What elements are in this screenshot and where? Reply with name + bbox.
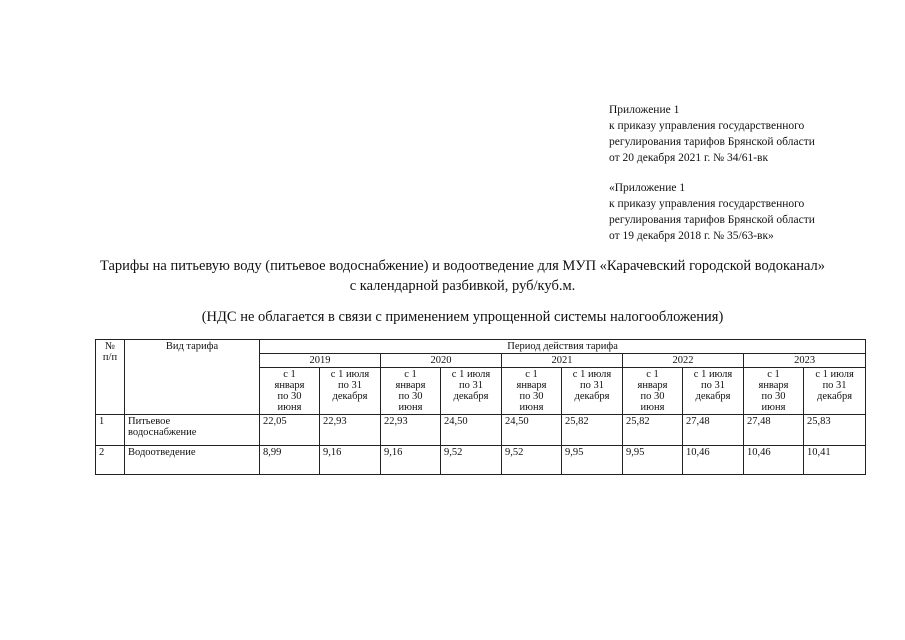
- header-line: с 1 июля: [815, 369, 854, 380]
- header-line: июня: [398, 402, 423, 413]
- tariff-value: 22,93: [320, 415, 381, 446]
- header-second-half: [441, 368, 502, 415]
- tariff-value: 9,52: [502, 446, 562, 475]
- header-first-half: [381, 368, 441, 415]
- header-year: 2020: [381, 354, 502, 368]
- header-line: по 30: [398, 391, 423, 402]
- header-second-half: [562, 368, 623, 415]
- header-year: 2019: [260, 354, 381, 368]
- appendix-line: регулирования тарифов Брянской области: [609, 214, 815, 226]
- header-line: с 1 июля: [693, 369, 733, 380]
- header-line: января: [516, 380, 547, 391]
- header-line: июня: [640, 402, 665, 413]
- document-title-line-1: Тарифы на питьевую воду (питьевое водоснабжение) и водоотведение для МУП «Карачевский городской водоканал»: [99, 258, 826, 274]
- row-name-line: Водоотведение: [128, 447, 196, 458]
- appendix-line: от 20 декабря 2021 г. № 34/61-вк: [609, 152, 769, 164]
- header-first-half: [502, 368, 562, 415]
- tariff-value: 27,48: [683, 415, 744, 446]
- header-line: с 1: [525, 369, 538, 380]
- row-number: 1: [96, 415, 125, 446]
- header-line: декабря: [574, 391, 610, 402]
- header-second-half: [804, 368, 866, 415]
- header-first-half: [744, 368, 804, 415]
- tariff-value: 24,50: [441, 415, 502, 446]
- header-line: декабря: [817, 391, 853, 402]
- header-line: января: [637, 380, 668, 391]
- header-period: Период действия тарифа: [260, 340, 866, 354]
- header-line: по 31: [338, 380, 362, 391]
- header-line: с 1 июля: [451, 369, 491, 380]
- tariff-value: 24,50: [502, 415, 562, 446]
- header-second-half: [683, 368, 744, 415]
- header-line: по 31: [822, 380, 847, 391]
- tariff-value: 8,99: [260, 446, 320, 475]
- header-year: 2023: [744, 354, 866, 368]
- tariff-value: 22,93: [381, 415, 441, 446]
- header-line: с 1: [646, 369, 659, 380]
- header-line: с 1: [404, 369, 417, 380]
- tariff-value: 25,83: [804, 415, 866, 446]
- tariff-value: 9,95: [623, 446, 683, 475]
- header-line: с 1 июля: [330, 369, 370, 380]
- row-tariff-name: [125, 415, 260, 446]
- header-line: по 31: [459, 380, 483, 391]
- header-line: января: [274, 380, 305, 391]
- header-number: [96, 340, 125, 415]
- header-line: по 30: [277, 391, 302, 402]
- header-second-half: [320, 368, 381, 415]
- tariff-value: 9,16: [381, 446, 441, 475]
- header-line: июня: [519, 402, 544, 413]
- header-line: по 31: [580, 380, 604, 391]
- appendix-original: [609, 180, 899, 244]
- row-number: 2: [96, 446, 125, 475]
- header-tariff-type: Вид тарифа: [125, 340, 260, 415]
- tariff-value: 9,52: [441, 446, 502, 475]
- header-number-line: №: [104, 341, 116, 352]
- table-row: [96, 446, 866, 475]
- header-line: по 30: [640, 391, 665, 402]
- header-first-half: [260, 368, 320, 415]
- row-name-line: Питьевое: [128, 416, 171, 427]
- appendix-line: «Приложение 1: [609, 182, 686, 194]
- document-title-line-2: с календарной разбивкой, руб/куб.м.: [349, 278, 576, 294]
- appendix-current: [609, 102, 899, 166]
- appendix-line: регулирования тарифов Брянской области: [609, 136, 815, 148]
- header-year: 2022: [623, 354, 744, 368]
- tariff-value: 10,46: [683, 446, 744, 475]
- appendix-line: от 19 декабря 2018 г. № 35/63-вк»: [609, 230, 774, 242]
- header-line: по 30: [761, 391, 786, 402]
- header-line: июня: [761, 402, 786, 413]
- header-line: с 1: [283, 369, 296, 380]
- table-row: [96, 415, 866, 446]
- header-year: 2021: [502, 354, 623, 368]
- tariff-value: 9,16: [320, 446, 381, 475]
- row-name-line: водоснабжение: [128, 427, 197, 438]
- appendix-line: к приказу управления государственного: [609, 120, 805, 132]
- header-line: декабря: [332, 391, 368, 402]
- appendix-line: к приказу управления государственного: [609, 198, 805, 210]
- header-line: по 30: [519, 391, 544, 402]
- tariff-value: 10,41: [804, 446, 866, 475]
- vat-note: (НДС не облагается в связи с применением упрощенной системы налогообложения): [201, 309, 724, 325]
- header-line: с 1: [767, 369, 780, 380]
- header-line: января: [758, 380, 789, 391]
- tariff-value: 25,82: [623, 415, 683, 446]
- header-first-half: [623, 368, 683, 415]
- header-line: декабря: [695, 391, 731, 402]
- tariff-value: 9,95: [562, 446, 623, 475]
- tariff-value: 10,46: [744, 446, 804, 475]
- tariff-value: 27,48: [744, 415, 804, 446]
- tariff-table: [95, 339, 866, 475]
- header-line: января: [395, 380, 426, 391]
- header-number-line: п/п: [102, 352, 118, 363]
- tariff-value: 25,82: [562, 415, 623, 446]
- appendix-line: Приложение 1: [609, 104, 680, 116]
- tariff-value: 22,05: [260, 415, 320, 446]
- header-line: с 1 июля: [572, 369, 612, 380]
- header-line: июня: [277, 402, 302, 413]
- header-line: по 31: [701, 380, 725, 391]
- row-tariff-name: [125, 446, 260, 475]
- header-line: декабря: [453, 391, 489, 402]
